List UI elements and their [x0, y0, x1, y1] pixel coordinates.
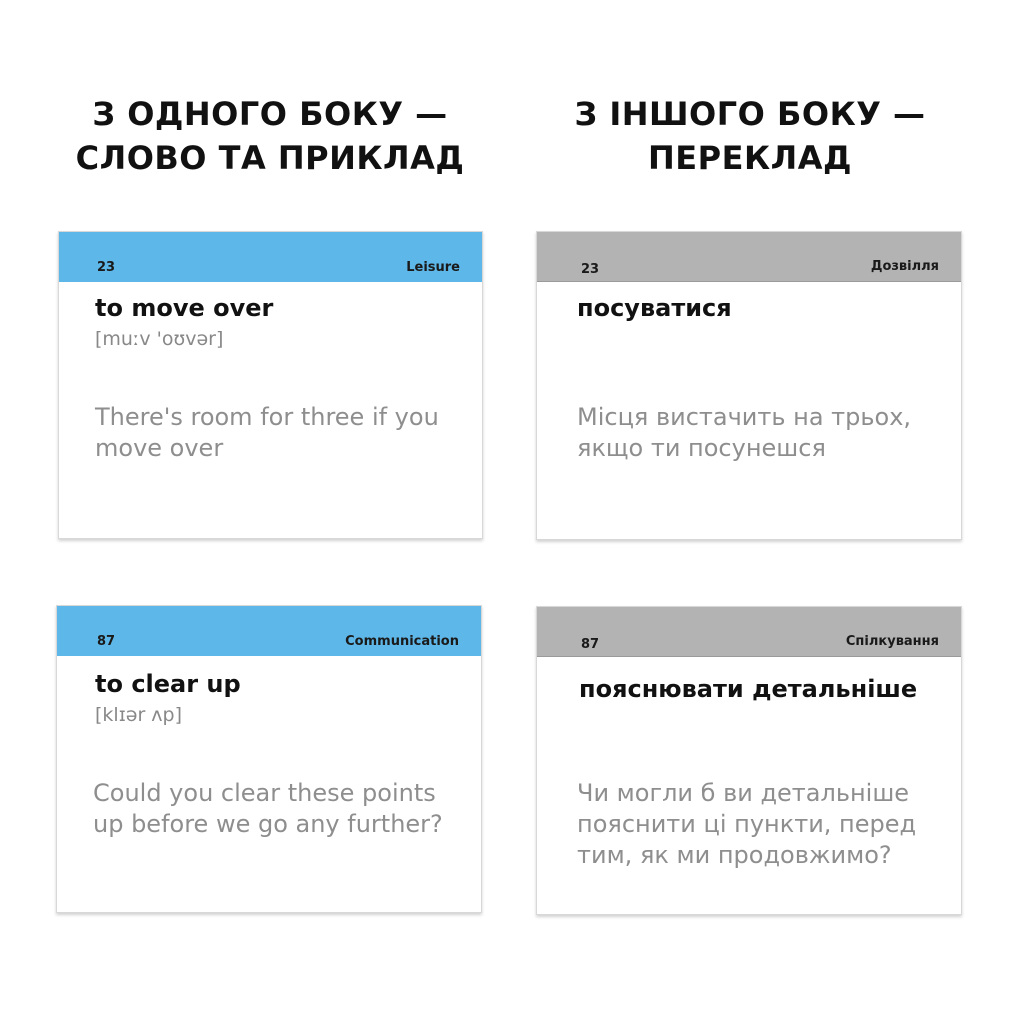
card-number: 87: [581, 637, 600, 652]
card-header: [537, 232, 961, 282]
heading-back-line-1: З ІНШОГО БОКУ —: [574, 95, 926, 133]
card-word: to move over: [95, 294, 274, 322]
flashcard-back-87[interactable]: [536, 606, 962, 915]
card-example: Місця вистачить на трьох, якщо ти посунешся: [577, 403, 912, 462]
card-word: посуватися: [577, 294, 732, 322]
flashcard-front-87[interactable]: [56, 605, 482, 913]
card-category: Спілкування: [845, 634, 939, 649]
heading-back-side: [530, 92, 970, 180]
card-word: to clear up: [95, 670, 241, 698]
card-category: Communication: [345, 634, 459, 649]
card-header: [59, 232, 482, 282]
card-example: Чи могли б ви детальніше пояснити ці пункти, перед тим, як ми продовжимо?: [577, 779, 917, 869]
card-header: [57, 606, 481, 656]
heading-front-line-2: СЛОВО ТА ПРИКЛАД: [75, 139, 465, 177]
heading-back-line-2: ПЕРЕКЛАД: [648, 139, 852, 177]
flashcard-back-23[interactable]: [536, 231, 962, 540]
card-number: 23: [581, 262, 600, 277]
card-header: [537, 607, 961, 657]
card-transcription: [klɪər ʌp]: [95, 704, 183, 726]
card-number: 23: [97, 260, 116, 275]
heading-front-side: [50, 92, 490, 180]
card-example: Could you clear these points up before we go any further?: [93, 779, 443, 838]
card-category: Дозвілля: [870, 259, 939, 274]
card-example: There's room for three if you move over: [95, 403, 439, 462]
card-transcription: [muːv 'oʊvər]: [95, 328, 224, 350]
card-word: пояснювати детальніше: [579, 675, 918, 703]
flashcard-front-23[interactable]: [58, 231, 483, 539]
heading-front-line-1: З ОДНОГО БОКУ —: [92, 95, 448, 133]
card-number: 87: [97, 634, 116, 649]
card-category: Leisure: [406, 260, 460, 275]
